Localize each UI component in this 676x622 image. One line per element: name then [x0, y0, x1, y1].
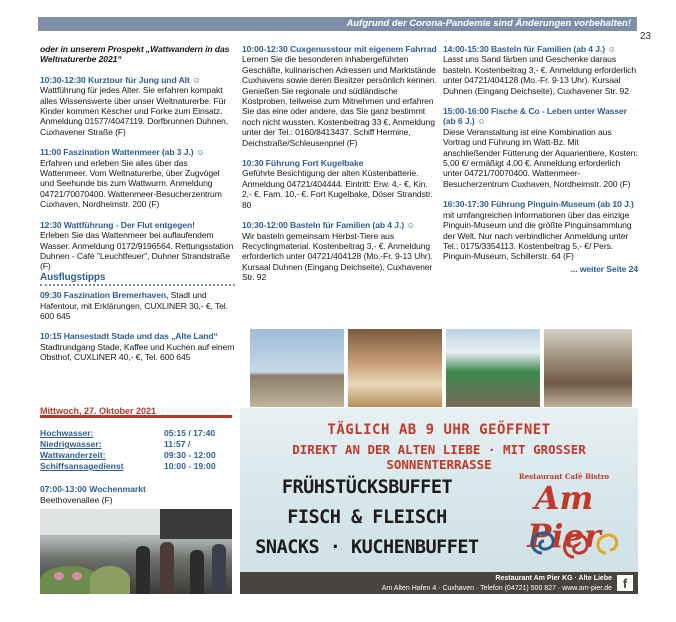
- event-title: 10:30-12:30 Kurztour für Jung und Alt ☺: [40, 74, 201, 85]
- ad-photo-terrace: [446, 329, 540, 407]
- event-title: 10:00-12:30 Cuxgenusstour mit eigenem Fahrrad: [242, 44, 437, 54]
- event-body: Wattführung für jedes Alter. Sie erfahren kompakt alles Wissenswerte über unser Weltnaturerbe. Für Kinder kommen Kescher und Forke zum Einsatz. Anmeldung 01577/4047119. Dorfbrunnen Duhnen, Cuxhavener Straße (F): [40, 85, 228, 137]
- event-title: 15:00-16:00 Fische & Co - Leben unter Wasser (ab 6 J.) ☺: [443, 106, 627, 127]
- event-title: 16:30-17:30 Führung Pinguin-Museum (ab 10 J.): [443, 199, 634, 210]
- event-body: Geführte Besichtigung der alten Küstenbatterie. Anmeldung 04721/404444. Eintritt: Erw. 4,- €, Kin. 2,- €, Fam. 10,- €. Fort Kugelbake, Döser Strandstr. 80: [242, 168, 433, 210]
- section-title: Ausflugstipps: [40, 271, 106, 283]
- event-body: Lernen Sie die besonderen inhabergeführten Geschäfte, kulinarischen Adressen und Marktstände Cuxhavens sowie deren Besitzer persönlich kennen. Genießen Sie regionale und südländische Kostproben, teilweise zum Mitnehmen und erfahren Sie das eine oder andere, das Sie ganz bestimmt noch nicht wussten. Kostenbeitrag 33 €, Anmeldung unter der Tel.: 0160/8413437. Schiff Hermine, Deichstraße/Schleusenpriel (F): [242, 54, 437, 148]
- ad-logo-tagline: Restaurant Café Bistro: [518, 472, 610, 481]
- event-item: [443, 199, 638, 261]
- event-item: [40, 147, 235, 209]
- tide-row: [40, 450, 232, 461]
- intro-text: oder in unserem Prospekt „Wattwandern in das Weltnaturerbe 2021“: [40, 44, 230, 65]
- ad-menu-item: SNACKS · KUCHENBUFFET: [255, 537, 479, 558]
- ad-photo-buffet: [348, 329, 442, 407]
- event-body: mit umfangreichen Informationen über das einzige Pinguin-Museum und die größte Pinguinsammlung der Welt. Nur nach verbindlicher Anmeldung unter Tel.: 0175/3354113. Kostenbeitrag 5,- €/ Pers. Pinguin-Museum, Schillerstr. 64 (F): [443, 209, 632, 262]
- trip-title: 09:30 Faszination Bremerhaven,: [40, 290, 169, 301]
- event-item: [40, 75, 235, 137]
- event-body: Lasst uns Sand färben und Geschenke daraus basteln. Kostenbeitrag 3,- €. Anmeldung erforderlich unter 04721/404128 (Mo.-Fr. 9-13 Uhr). Kursaal Duhnen (Eingang Deichseite), Cuxhavener Str. 92: [443, 54, 637, 96]
- market-item: [40, 484, 235, 505]
- date-heading: Mittwoch, 27. Oktober 2021: [40, 405, 232, 418]
- event-item: [40, 220, 235, 272]
- tide-row: [40, 428, 232, 439]
- ad-photo-interior: [544, 329, 632, 407]
- tide-label: Schiffsansagedienst: [40, 461, 124, 471]
- tide-row: [40, 461, 232, 472]
- event-item: [443, 106, 638, 189]
- tide-label: Niedrigwasser:: [40, 439, 102, 449]
- event-body: Erfahren und erleben Sie alles über das Wattenmeer. Vom Weltnaturerbe, über Zugvögel und Seehunde bis zum Wattwurm. Anmeldung 04721/70070400. Wattenmeer-Besucherzentrum Cuxhaven, Nordheimstr. 200 (F): [40, 157, 222, 210]
- ad-menu-item: FISCH & FLEISCH: [287, 507, 447, 528]
- market-photo: [40, 509, 232, 594]
- ad-headline: TÄGLICH AB 9 UHR GEÖFFNET: [327, 422, 551, 438]
- event-item: [242, 220, 437, 282]
- event-body: Erleben Sie das Wattenmeer bei auflaufendem Wasser. Anmeldung 0172/9196564. Rettungsstation Duhnen - Café "Leuchtfeuer", Duhner Strandstraße (F): [40, 230, 234, 272]
- event-title: 12:30 Wattführung - Der Flut entgegen!: [40, 219, 195, 230]
- ad-footer: [240, 572, 638, 594]
- spiral-logo-icon: [522, 513, 622, 569]
- dotted-divider: [40, 284, 235, 286]
- ad-menu-item: FRÜHSTÜCKSBUFFET: [281, 477, 453, 498]
- tide-row: [40, 439, 232, 450]
- ad-photo-strip: [240, 315, 638, 408]
- page-number: 23: [640, 31, 652, 42]
- trip-body: Stadtrundgang Stade, Kaffee und Kuchen auf einem Obsthof, CUXLINER 40,- €, Tel. 600 645: [40, 341, 235, 363]
- ad-subheadline: DIREKT AN DER ALTEN LIEBE · MIT GROSSER SONNENTERRASSE: [292, 442, 586, 472]
- event-body: Wir basteln gemeinsam Herbst-Tiere aus Recyclingmaterial. Kostenbeitrag 3,- €. Anmeldung erforderlich unter 04721/404128 (Mo.-Fr. 9-13 Uhr). Kursaal Duhnen (Eingang Deichseite), Cuxhavener Str. 92: [242, 230, 433, 283]
- tide-value: 11:57 /: [164, 439, 191, 449]
- tide-value: 10:00 - 19:00: [164, 461, 216, 471]
- trip-body: Stadt und Hafentour, mit Erklärungen, CUXLINER 30,- €, Tel. 600 645: [40, 290, 228, 321]
- column-3: [443, 44, 638, 274]
- tide-label: Wattwanderzeit:: [40, 450, 106, 460]
- column-1: [40, 44, 235, 373]
- trip-title: 10:15 Hansestadt Stade und das „Alte Land“: [40, 331, 218, 342]
- market-body: Beethovenallee (F): [40, 494, 113, 505]
- ad-photo-pier: [250, 329, 344, 407]
- trip-item: [40, 331, 235, 362]
- restaurant-ad: [240, 315, 638, 594]
- tide-table: [40, 428, 232, 472]
- trip-item: [40, 290, 235, 321]
- tide-label: Hochwasser:: [40, 428, 94, 438]
- event-title: 14:00-15:30 Basteln für Familien (ab 4 J.) ☺: [443, 44, 616, 54]
- continued-link[interactable]: ... weiter Seite 24: [570, 263, 638, 274]
- event-title: 10:30 Führung Fort Kugelbake: [242, 158, 364, 169]
- facebook-icon[interactable]: f: [617, 575, 633, 591]
- market-title: 07:00-13:00 Wochenmarkt: [40, 484, 146, 494]
- event-title: 10:30-12:00 Basteln für Familien (ab 4 J.) ☺: [242, 220, 415, 231]
- event-body: Diese Veranstaltung ist eine Kombination aus Vortrag und Führung im Watt-Bz. Mit anschließender Fütterung der Aquarientiere, Kosten: 5,00 €/ ermäßigt 4,00 €. Anmeldung erforderlich unter 04721/70070400. Wattenmeer-Besucherzentrum Cuxhaven, Nordheimstr. 200 (F): [443, 126, 638, 189]
- ad-footer-company: Restaurant Am Pier KG · Alte Liebe: [495, 575, 612, 582]
- ad-footer-contact: Am Alten Hafen 4 · Cuxhaven · Telefon (04721) 500 827 · www.am-pier.de: [381, 585, 612, 592]
- event-item: [443, 44, 638, 96]
- event-item: [242, 158, 437, 210]
- event-item: [242, 44, 437, 148]
- tide-value: 05:15 / 17:40: [164, 428, 216, 438]
- event-title: 11:00 Faszination Wattenmeer (ab 3 J.) ☺: [40, 147, 205, 158]
- top-notice-bar: Aufgrund der Corona-Pandemie sind Änderungen vorbehalten!: [38, 17, 637, 31]
- tide-value: 09:30 - 12:00: [164, 450, 216, 460]
- column-2: [242, 44, 437, 293]
- ad-logo-name: Am Pier: [527, 479, 601, 555]
